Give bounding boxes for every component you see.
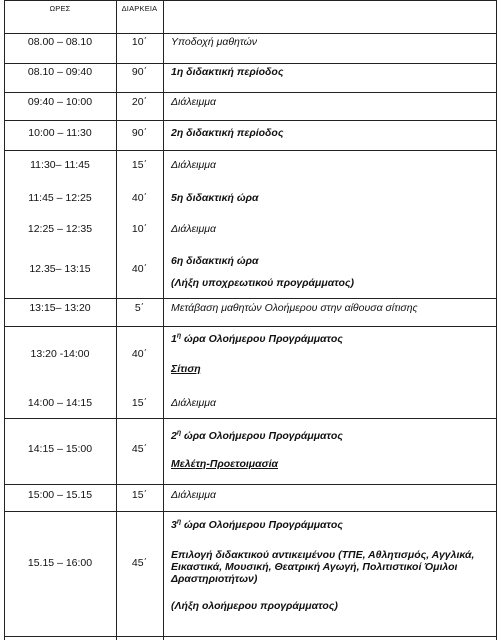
row-time: 13:15– 13:20	[29, 302, 91, 314]
row-activity: $2^\eta$ ώρα Ολοήμερου Προγράμματος	[171, 429, 343, 442]
row-activity-note: (Λήξη ολοήμερου προγράμματος)	[171, 600, 338, 612]
row-time: 08.10 – 09:40	[27, 66, 93, 78]
row-divider	[4, 484, 497, 485]
row-activity: Υποδοχή μαθητών	[171, 36, 258, 48]
row-time: 11:45 – 12:25	[28, 192, 92, 204]
row-activity: Διάλειμμα	[171, 159, 216, 171]
row-duration: 15΄	[131, 159, 148, 171]
row-activity-subtitle: Σίτιση	[171, 363, 201, 375]
row-activity-note: (Λήξη υποχρεωτικού προγράμματος)	[171, 277, 355, 289]
row-divider	[4, 120, 497, 121]
row-activity: Διάλειμμα	[171, 96, 216, 108]
row-divider	[4, 33, 497, 34]
row-activity: Διάλειμμα	[171, 223, 216, 235]
row-duration: 90΄	[131, 66, 148, 78]
row-time: 15.15 – 16:00	[27, 557, 93, 569]
header-duration: ΔΙΑΡΚΕΙΑ	[121, 4, 158, 13]
row-divider	[4, 0, 497, 1]
row-duration: 10΄	[131, 223, 148, 235]
row-time: 12:25 – 12:35	[27, 223, 93, 235]
row-activity: $3^\eta$ ώρα Ολοήμερου Προγράμματος	[171, 518, 343, 531]
row-time: 10:00 – 11:30	[28, 127, 92, 139]
row-duration: 90΄	[131, 127, 148, 139]
row-activity: Διάλειμμα	[171, 489, 216, 501]
row-divider	[4, 326, 497, 327]
row-divider	[4, 92, 497, 93]
row-divider	[4, 636, 497, 637]
row-time: 14:00 – 14:15	[27, 397, 93, 409]
row-activity: Μετάβαση μαθητών Ολοήμερου στην αίθουσα σίτισης	[171, 302, 418, 314]
row-duration: 5΄	[134, 302, 145, 314]
row-duration: 20΄	[131, 96, 148, 108]
row-divider	[4, 63, 497, 64]
row-activity: $1^\eta$ ώρα Ολοήμερου Προγράμματος	[171, 332, 343, 345]
row-time: 08.00 – 08.10	[27, 36, 93, 48]
header-hours: ΩΡΕΣ	[49, 4, 71, 13]
row-time: 12.35– 13:15	[29, 263, 91, 275]
row-divider	[4, 298, 497, 299]
row-divider	[4, 511, 497, 512]
row-duration: 10΄	[131, 36, 148, 48]
row-time: 11:30– 11:45	[30, 159, 90, 171]
row-duration: 40΄	[131, 192, 148, 204]
row-activity: 6η διδακτική ώρα	[171, 255, 259, 267]
row-divider	[4, 150, 497, 151]
row-activity: 2η διδακτική περίοδος	[171, 127, 284, 139]
row-activity: 1η διδακτική περίοδος	[171, 66, 284, 78]
column-divider	[496, 0, 497, 640]
row-time: 15:00 – 15.15	[27, 489, 93, 501]
row-duration: 40΄	[131, 263, 148, 275]
row-activity-subtitle: Μελέτη-Προετοιμασία	[171, 458, 279, 470]
row-activity: 5η διδακτική ώρα	[171, 192, 259, 204]
row-activity-description: Επιλογή διδακτικού αντικειμένου (ΤΠΕ, Αθλητισμός, Αγγλικά, Εικαστικά, Μουσική, Θεατρική Αγωγή, Πολιτιστικοί Όμιλοι Δραστηριοτήτων)	[171, 549, 475, 585]
row-duration: 15΄	[131, 397, 148, 409]
row-duration: 40΄	[131, 348, 148, 360]
row-activity: Διάλειμμα	[171, 397, 216, 409]
row-divider	[4, 418, 497, 419]
row-duration: 15΄	[131, 489, 148, 501]
row-duration: 45΄	[131, 443, 148, 455]
row-time: 09:40 – 10:00	[27, 96, 93, 108]
row-time: 13:20 -14:00	[30, 348, 90, 360]
column-divider	[163, 0, 164, 640]
row-duration: 45΄	[131, 557, 148, 569]
row-time: 14:15 – 15:00	[27, 443, 93, 455]
